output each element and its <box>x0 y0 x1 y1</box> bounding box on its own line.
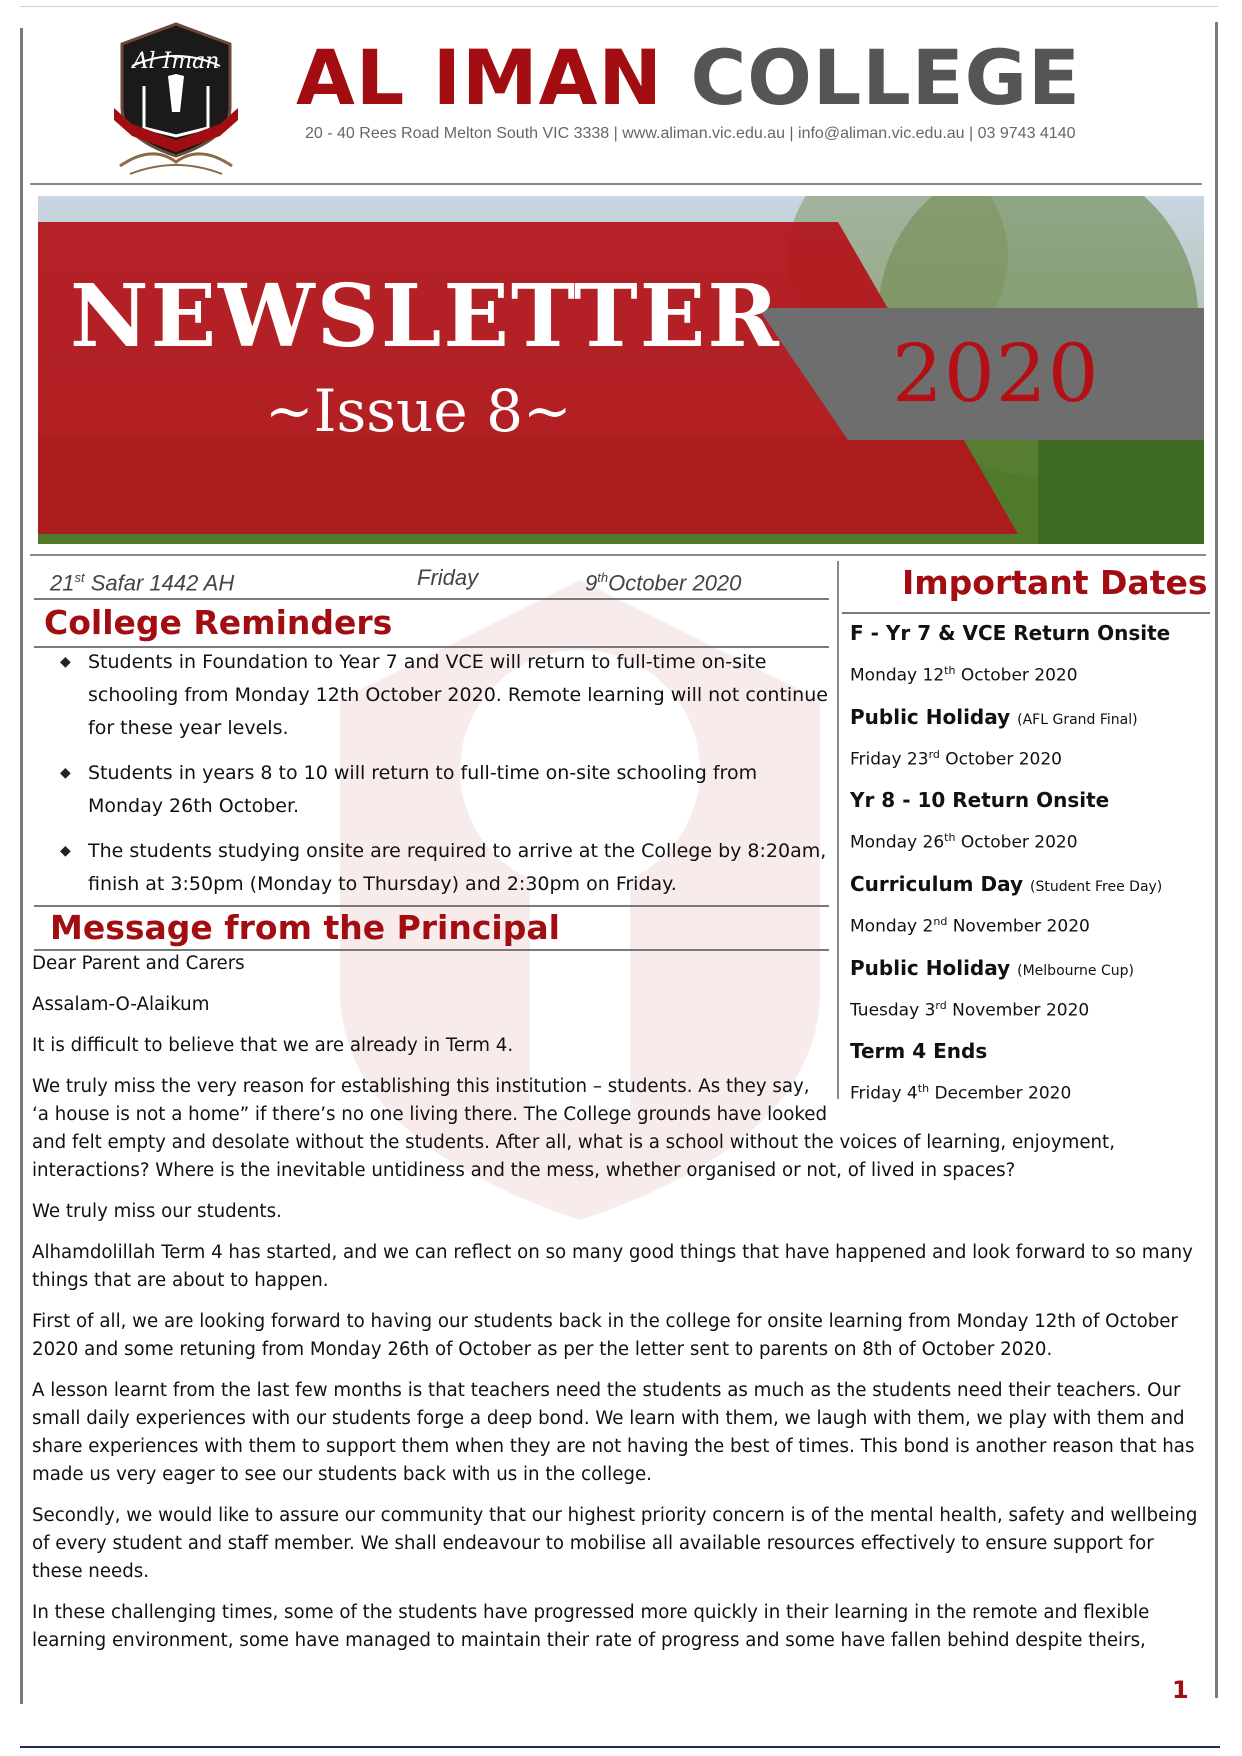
date-item: F - Yr 7 & VCE Return Onsite Monday 12th October 2020 <box>850 621 1171 686</box>
logo-text: Al Iman <box>132 49 220 74</box>
principal-heading: Message from the Principal <box>50 908 560 947</box>
newsletter-issue: ~Issue 8~ <box>265 377 572 445</box>
college-logo <box>92 16 260 182</box>
paragraph: A lesson learnt from the last few months is that teachers need the students as much as the students need their teachers. Our small daily experiences with our students forge a deep bond. We learn with them, we laugh with them, we play with them and share experiences with them to support them when they are not having the best of times. This bond is another reason that has made us very eager to see our students back with us in the college. <box>32 1380 1195 1485</box>
page-number: 1 <box>1172 1676 1189 1704</box>
page-frame-top <box>20 6 1218 7</box>
date-item: Public Holiday (AFL Grand Final) Friday 23rd October 2020 <box>850 704 1138 770</box>
paragraph: In these challenging times, some of the students have progressed more quickly in their learning in the remote and flexible learning environment, some have managed to maintain their rate of progress and some have fallen behind despite theirs, <box>32 1602 1150 1651</box>
paragraph: Alhamdolillah Term 4 has started, and we can reflect on so many good things that have happened and look forward to so many things that are about to happen. <box>32 1242 1193 1291</box>
salutation: Dear Parent and Carers <box>32 953 245 974</box>
newsletter-year: 2020 <box>892 327 1100 420</box>
page-frame-bottom <box>20 1746 1220 1748</box>
college-name-part2: COLLEGE <box>690 33 1081 122</box>
reminders-list <box>60 646 830 913</box>
gregorian-date: 9thOctober 2020 <box>585 570 742 596</box>
date-item: Yr 8 - 10 Return Onsite Monday 26th October 2020 <box>850 788 1110 853</box>
list-item: ◆ The students studying onsite are required to arrive at the College by 8:20am, finish at 3:50pm (Monday to Thursday) and 2:30pm on Friday. <box>60 835 830 901</box>
paragraph: It is difficult to believe that we are already in Term 4. <box>32 1035 514 1056</box>
newsletter-title: NEWSLETTER <box>70 266 781 367</box>
date-item: Curriculum Day (Student Free Day) Monday 2nd November 2020 <box>850 871 1163 937</box>
greeting: Assalam-O-Alaikum <box>32 994 210 1015</box>
paragraph: We truly miss the very reason for establishing this institution – students. As they say, ‘a house is not a home” if there’s no one living there. The College grounds have looked and felt empty and desolate without the students. After all, what is a school without the voices of learning, enjoyment, interactions? Where is the inevitable untidiness and the mess, whether organised or not, of lived in spaces? <box>32 1076 1115 1181</box>
weekday: Friday <box>417 565 479 590</box>
divider <box>30 183 1202 185</box>
hijri-date: 21st Safar 1442 AH <box>50 570 235 596</box>
principal-letter <box>32 950 1202 1668</box>
date-item: Public Holiday (Melbourne Cup) Tuesday 3rd November 2020 <box>850 955 1134 1021</box>
page-frame-right <box>1215 22 1218 1698</box>
divider <box>30 554 1206 556</box>
list-item: ◆ Students in years 8 to 10 will return to full-time on-site schooling from Monday 26th October. <box>60 757 830 823</box>
college-name-part1: AL IMAN <box>296 33 664 122</box>
divider <box>842 612 1210 614</box>
date-item: Term 4 Ends Friday 4th December 2020 <box>850 1039 1072 1104</box>
college-name <box>296 30 1081 126</box>
paragraph: Secondly, we would like to assure our community that our highest priority concern is of the mental health, safety and wellbeing of every student and staff member. We shall endeavour to mobilise all available resources effectively to ensure support for these needs. <box>32 1505 1198 1582</box>
contact-line: 20 - 40 Rees Road Melton South VIC 3338 | www.aliman.vic.edu.au | info@aliman.vic.edu.au | 03 9743 4140 <box>305 125 1076 142</box>
page-frame-left <box>20 28 23 1704</box>
reminders-heading: College Reminders <box>44 603 393 642</box>
paragraph: First of all, we are looking forward to having our students back in the college for onsite learning from Monday 12th of October 2020 and some retuning from Monday 26th of October as per the letter sent to parents on 8th of October 2020. <box>32 1311 1178 1360</box>
important-dates-heading: Important Dates <box>902 563 1208 602</box>
paragraph: We truly miss our students. <box>32 1201 282 1222</box>
list-item: ◆ Students in Foundation to Year 7 and VCE will return to full-time on-site schooling from Monday 12th October 2020. Remote learning will not continue for these year levels. <box>60 646 830 745</box>
